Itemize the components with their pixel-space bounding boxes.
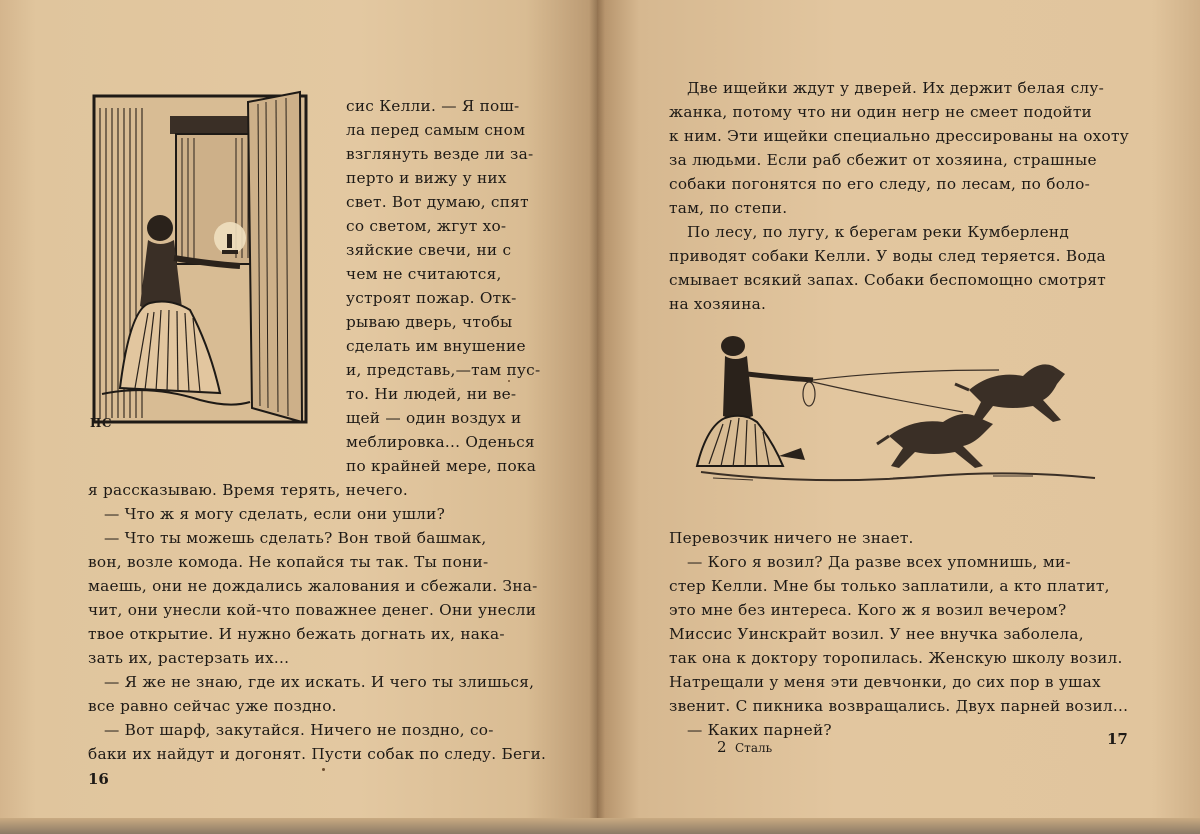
text-line: на хозяина. [669,295,767,313]
text-line: перто и вижу у них [346,169,507,187]
text-line: щей — один воздух и [346,409,522,427]
text-line: приводят собаки Келли. У воды след теряется. Вода [669,247,1106,265]
text-line: Миссис Уинскрайт возил. У нее внучка заболела, [669,625,1084,643]
woman-at-door-illustration [90,88,312,426]
text-line: меблировка... Оденься [346,433,535,451]
text-line: твое открытие. И нужно бежать догнать их, нака- [88,625,505,643]
text-line: за людьми. Если раб сбежит от хозяина, страшные [669,151,1097,169]
signature-label: Сталь [735,741,773,755]
text-line: — Я же не знаю, где их искать. И чего ты злишься, [104,673,535,691]
text-line: баки их найдут и догонят. Пусти собак по следу. Беги. [88,745,547,763]
text-line: там, по степи. [669,199,788,217]
text-line: жанка, потому что ни один негр не смеет подойти [669,103,1092,121]
text-line: Натрещали у меня эти девчонки, до сих пор в ушах [669,673,1101,691]
text-line: Перевозчик ничего не знает. [669,529,914,547]
text-line: сделать им внушение [346,337,526,355]
right-page [597,0,1200,834]
text-line: так она к доктору торопилась. Женскую школу возил. [669,649,1123,667]
text-line: чит, они унесли кой-что поважнее денег. Они унесли [88,601,537,619]
text-line: стер Келли. Мне бы только заплатили, а кто платит, [669,577,1110,595]
page-number-left: 16 [88,770,109,788]
text-line: взглянуть везде ли за- [346,145,534,163]
text-line: рываю дверь, чтобы [346,313,513,331]
text-line: я рассказываю. Время терять, нечего. [88,481,409,499]
page-bottom-edge [0,818,1200,834]
text-line: Две ищейки ждут у дверей. Их держит белая слу- [687,79,1105,97]
page-number-right: 17 [1107,730,1128,748]
left-page [0,0,597,834]
text-line: зать их, растерзать их... [88,649,290,667]
text-line: смывает всякий запах. Собаки беспомощно смотрят [669,271,1107,289]
text-line: звенит. С пикника возвращались. Двух парней возил... [669,697,1129,715]
text-line: это мне без интереса. Кого ж я возил вечером? [669,601,1067,619]
illustration-stamp: ПС [90,416,112,430]
text-line: зяйские свечи, ни с [346,241,512,259]
text-line: и, представь,—там пус- [346,361,541,379]
text-line: то. Ни людей, ни ве- [346,385,517,403]
text-line: ла перед самым сном [346,121,526,139]
text-line: — Кого я возил? Да разве всех упомнишь, ми- [687,553,1071,571]
text-line: со светом, жгут хо- [346,217,507,235]
text-line: чем не считаются, [346,265,502,283]
text-line: свет. Вот думаю, спят [346,193,529,211]
text-line: — Каких парней? [687,721,832,739]
text-line: собаки погонятся по его следу, по лесам, по боло- [669,175,1091,193]
text-line: — Вот шарф, закутайся. Ничего не поздно, со- [104,721,494,739]
paper-speck [322,768,325,771]
text-line: сис Келли. — Я пош- [346,97,520,115]
book-gutter [589,0,605,834]
paper-speck [508,380,510,382]
text-line: все равно сейчас уже поздно. [88,697,337,715]
text-line: — Что ты можешь сделать? Вон твой башмак, [104,529,487,547]
text-line: к ним. Эти ищейки специально дрессированы на охоту [669,127,1129,145]
text-line: — Что ж я могу сделать, если они ушли? [104,505,446,523]
text-line: вон, возле комода. Не копайся ты так. Ты пони- [88,553,489,571]
text-line: устроят пожар. Отк- [346,289,517,307]
text-line: по крайней мере, пока [346,457,537,475]
text-line: маешь, они не дождались жалования и сбежали. Зна- [88,577,538,595]
text-line: По лесу, по лугу, к берегам реки Кумберленд [687,223,1070,241]
signature-number: 2 [717,738,727,756]
woman-with-hounds-illustration [693,326,1103,498]
